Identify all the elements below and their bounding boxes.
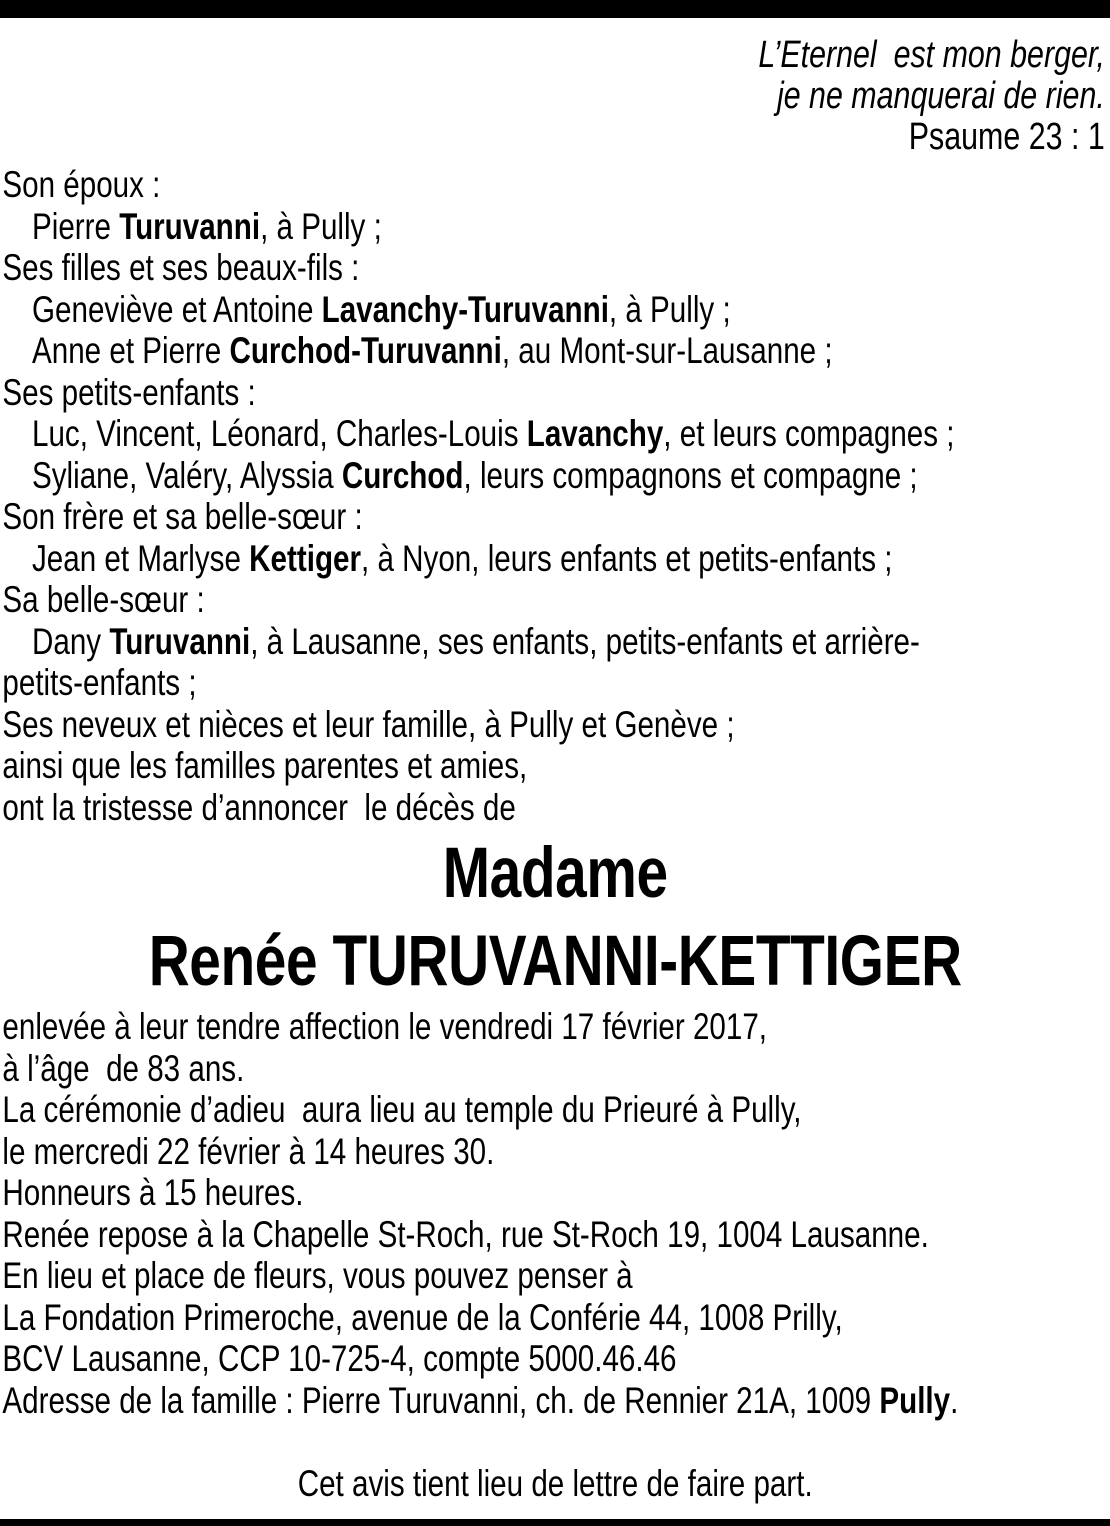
text-segment: Adresse de la famille : Pierre Turuvanni, ch. de Rennier 21A, 1009	[2, 1379, 880, 1421]
text-segment: Ses petits-enfants :	[2, 371, 256, 413]
notice-line	[2, 1380, 1110, 1422]
text-segment: , leurs compagnons et compagne ;	[463, 454, 918, 496]
surname-bold: Curchod	[341, 454, 464, 496]
text-segment: Honneurs à 15 heures.	[2, 1172, 304, 1213]
surname-bold: Curchod-Turuvanni	[229, 330, 502, 371]
epigraph-line-2: je ne manquerai de rien.	[776, 75, 1105, 117]
notice-line	[2, 1048, 1110, 1090]
surname-bold: Turuvanni	[119, 205, 261, 247]
deceased-honorific: Madame	[442, 834, 668, 913]
text-segment: Anne et Pierre	[32, 330, 230, 371]
text-segment: , à Nyon, leurs enfants et petits-enfants ;	[361, 537, 893, 579]
notice-line	[2, 1131, 1110, 1173]
notice-line	[2, 1297, 1110, 1339]
notice-line	[2, 704, 1110, 746]
family-list	[0, 164, 1110, 828]
text-segment: Renée repose à la Chapelle St-Roch, rue St-Roch 19, 1004 Lausanne.	[2, 1213, 929, 1255]
notice-line	[2, 1089, 1110, 1131]
notice-line	[2, 164, 1110, 206]
surname-bold: Lavanchy-Turuvanni	[321, 288, 609, 330]
notice-line	[2, 413, 1110, 455]
notice-line	[2, 455, 1110, 497]
text-segment: Pierre	[32, 205, 120, 247]
notice-line	[2, 538, 1110, 580]
text-segment: Geneviève et Antoine	[32, 288, 322, 330]
deceased-name: Renée TURUVANNI-KETTIGER	[148, 922, 962, 1001]
text-segment: , à Pully ;	[260, 205, 382, 247]
notice-line	[2, 787, 1110, 829]
notice-line	[2, 496, 1110, 538]
text-segment: enlevée à leur tendre affection le vendredi 17 février 2017,	[2, 1006, 768, 1047]
epigraph-line-1: L’Eternel est mon berger,	[758, 34, 1105, 76]
notice-line	[2, 1338, 1110, 1380]
notice-line	[2, 1255, 1110, 1297]
text-segment: à l’âge de 83 ans.	[2, 1047, 245, 1089]
text-segment: Ses filles et ses beaux-fils :	[2, 247, 360, 288]
text-segment: Son époux :	[2, 164, 161, 205]
text-segment: le mercredi 22 février à 14 heures 30.	[2, 1130, 495, 1172]
details-list	[0, 1006, 1110, 1421]
text-segment: La Fondation Primeroche, avenue de la Conférie 44, 1008 Prilly,	[2, 1296, 843, 1338]
notice-line	[2, 247, 1110, 289]
text-segment: , et leurs compagnes ;	[663, 413, 955, 454]
epigraph	[0, 35, 1110, 158]
text-segment: .	[950, 1379, 959, 1421]
bottom-border-bar	[0, 1519, 1110, 1526]
notice-line	[2, 1214, 1110, 1256]
notice-line	[2, 621, 1110, 663]
text-segment: Luc, Vincent, Léonard, Charles-Louis	[32, 413, 527, 454]
epigraph-attribution: Psaume 23 : 1	[908, 116, 1105, 158]
surname-bold: Lavanchy	[526, 413, 664, 454]
notice-content	[0, 18, 1110, 1504]
text-segment: , au Mont-sur-Lausanne ;	[501, 330, 833, 371]
notice-line	[2, 372, 1110, 414]
text-segment: , à Pully ;	[608, 288, 731, 330]
notice-line	[2, 206, 1110, 248]
text-segment: Son frère et sa belle-sœur :	[2, 496, 363, 537]
closing-line: Cet avis tient lieu de lettre de faire part.	[297, 1463, 813, 1504]
text-segment: Dany	[32, 620, 110, 662]
surname-bold: Kettiger	[249, 537, 362, 579]
text-segment: , à Lausanne, ses enfants, petits-enfants et arrière-	[250, 620, 920, 662]
text-segment: petits-enfants ;	[2, 662, 197, 703]
text-segment: ont la tristesse d’annoncer le décès de	[2, 786, 516, 828]
text-segment: La cérémonie d’adieu aura lieu au temple du Prieuré à Pully,	[2, 1089, 802, 1130]
text-segment: ainsi que les familles parentes et amies,	[2, 745, 528, 786]
surname-bold: Pully	[879, 1379, 951, 1421]
deceased-title-block	[0, 830, 1110, 1006]
text-segment: Sa belle-sœur :	[2, 579, 205, 620]
text-segment: En lieu et place de fleurs, vous pouvez penser à	[2, 1255, 633, 1296]
text-segment: Ses neveux et nièces et leur famille, à Pully et Genève ;	[2, 703, 735, 745]
notice-line	[2, 745, 1110, 787]
notice-line	[2, 1172, 1110, 1214]
text-segment: Jean et Marlyse	[32, 537, 250, 579]
text-segment: BCV Lausanne, CCP 10-725-4, compte 5000.46.46	[2, 1338, 677, 1379]
notice-line	[2, 579, 1110, 621]
notice-line	[2, 330, 1110, 372]
notice-line	[2, 289, 1110, 331]
top-border-bar	[0, 0, 1110, 18]
surname-bold: Turuvanni	[109, 620, 251, 662]
text-segment: Syliane, Valéry, Alyssia	[32, 454, 342, 496]
notice-line	[2, 662, 1110, 704]
notice-line	[2, 1006, 1110, 1048]
